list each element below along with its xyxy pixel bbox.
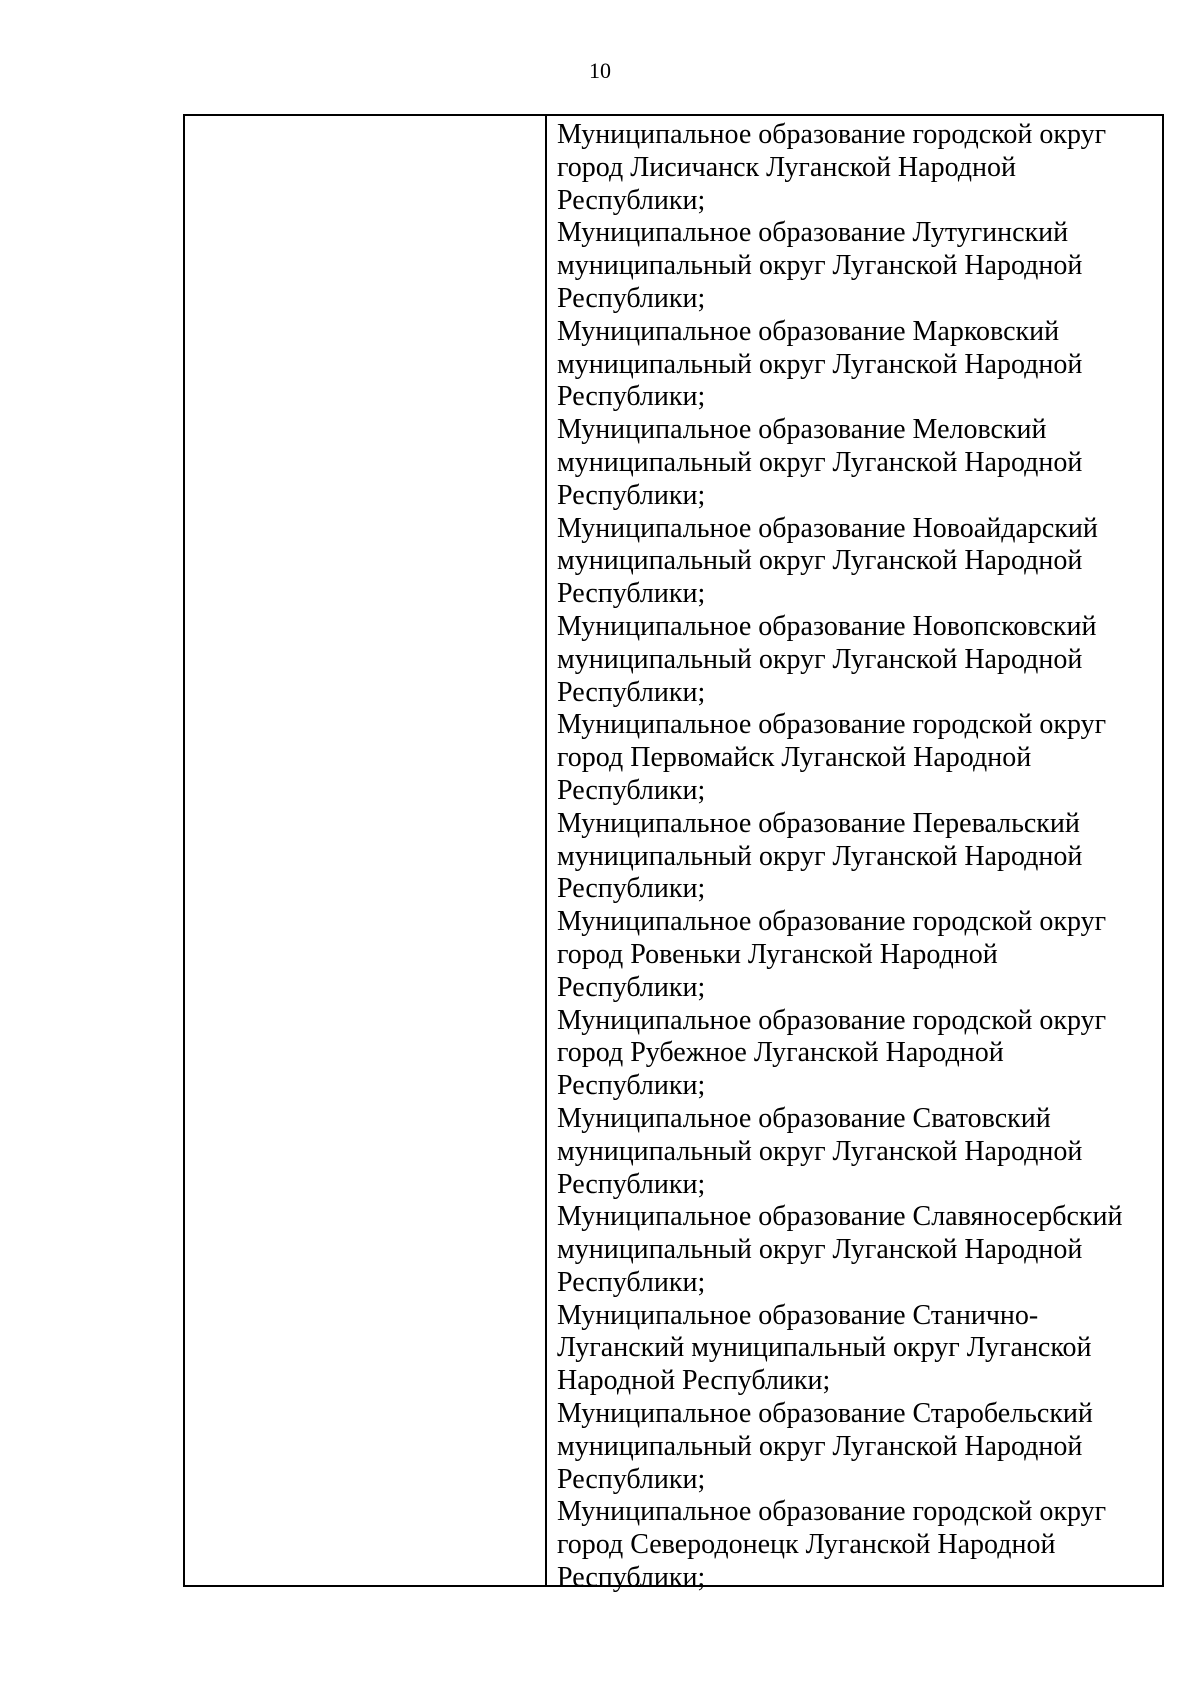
entry-line: Муниципальное образование городской округ bbox=[557, 1004, 1107, 1036]
entry-line: Муниципальное образование городской округ bbox=[557, 119, 1107, 150]
entry-line: город Рубежное Луганской Народной bbox=[557, 1037, 1004, 1069]
entry-line: муниципальный округ Луганской Народной bbox=[557, 1135, 1083, 1167]
entry-line: Республики; bbox=[557, 578, 706, 610]
list-item bbox=[557, 1398, 1156, 1496]
entry-line: Муниципальное образование Меловский bbox=[557, 414, 1047, 446]
entry-line: муниципальный округ Луганской Народной bbox=[557, 1234, 1083, 1266]
entry-line: Муниципальное образование Сватовский bbox=[557, 1102, 1051, 1134]
entry-line: Республики; bbox=[557, 971, 706, 1003]
entry-line: город Северодонецк Луганской Народной bbox=[557, 1529, 1056, 1561]
list-item bbox=[557, 1005, 1156, 1103]
entry-line: Муниципальное образование городской округ bbox=[557, 906, 1107, 938]
entry-line: Муниципальное образование Новоайдарский bbox=[557, 512, 1098, 544]
list-item bbox=[557, 1103, 1156, 1201]
list-item bbox=[557, 611, 1156, 709]
page-number: 10 bbox=[589, 58, 611, 83]
entry-line: Республики; bbox=[557, 1070, 706, 1102]
entry-line: муниципальный округ Луганской Народной bbox=[557, 545, 1083, 577]
entry-line: Республики; bbox=[557, 381, 706, 413]
entry-line: муниципальный округ Луганской Народной bbox=[557, 643, 1083, 675]
entry-line: Луганский муниципальный округ Луганской bbox=[557, 1332, 1092, 1364]
table-right-cell bbox=[547, 116, 1162, 1594]
entry-line: Муниципальное образование Старобельский bbox=[557, 1398, 1093, 1430]
list-item bbox=[557, 513, 1156, 611]
entry-line: Муниципальное образование Лутугинский bbox=[557, 217, 1069, 249]
entry-line: Республики; bbox=[557, 676, 706, 708]
entry-line: Муниципальное образование Перевальский bbox=[557, 807, 1080, 839]
entry-line: Муниципальное образование Станично- bbox=[557, 1299, 1039, 1331]
entry-line: Республики; bbox=[557, 282, 706, 314]
list-item bbox=[557, 709, 1156, 807]
list-item bbox=[557, 414, 1156, 512]
document-table bbox=[183, 114, 1164, 1594]
entry-line: Муниципальное образование городской округ bbox=[557, 709, 1107, 741]
entry-line: Республики; bbox=[557, 873, 706, 905]
entry-line: муниципальный округ Луганской Народной bbox=[557, 840, 1083, 872]
entry-line: муниципальный округ Луганской Народной bbox=[557, 348, 1083, 380]
entry-line: Муниципальное образование Славяносербский bbox=[557, 1201, 1123, 1233]
entry-line: город Лисичанск Луганской Народной bbox=[557, 151, 1016, 183]
entry-line: Республики; bbox=[557, 1266, 706, 1298]
entry-line: муниципальный округ Луганской Народной bbox=[557, 250, 1083, 282]
table-left-cell bbox=[185, 116, 547, 1585]
entry-line: Республики; bbox=[557, 1168, 706, 1200]
entry-line: Муниципальное образование городской округ bbox=[557, 1496, 1107, 1528]
entry-line: город Ровеньки Луганской Народной bbox=[557, 938, 998, 970]
entry-line: Республики; bbox=[557, 774, 706, 806]
entry-line: Муниципальное образование Марковский bbox=[557, 315, 1060, 347]
list-item bbox=[557, 1300, 1156, 1398]
entry-line: Республики; bbox=[557, 184, 706, 216]
list-item bbox=[557, 906, 1156, 1004]
entry-line: муниципальный округ Луганской Народной bbox=[557, 446, 1083, 478]
entry-line: Республики; bbox=[557, 1463, 706, 1495]
entry-line: Республики; bbox=[557, 1562, 706, 1594]
list-item bbox=[557, 119, 1156, 217]
list-item bbox=[557, 217, 1156, 315]
list-item bbox=[557, 1496, 1156, 1594]
entry-line: муниципальный округ Луганской Народной bbox=[557, 1430, 1083, 1462]
list-item bbox=[557, 1201, 1156, 1299]
list-item bbox=[557, 316, 1156, 414]
entry-line: город Первомайск Луганской Народной bbox=[557, 742, 1032, 774]
entry-line: Республики; bbox=[557, 479, 706, 511]
entry-line: Народной Республики; bbox=[557, 1365, 831, 1397]
entry-line: Муниципальное образование Новопсковский bbox=[557, 610, 1097, 642]
list-item bbox=[557, 808, 1156, 906]
